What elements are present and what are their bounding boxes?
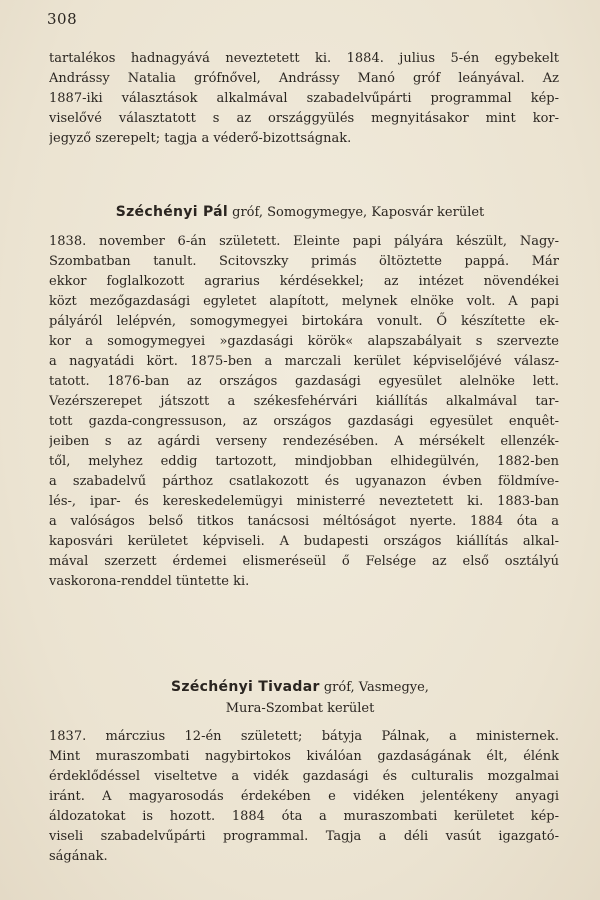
entry-constituency: gróf, Vasmegye, xyxy=(319,680,429,695)
text-line: jeiben s az agárdi verseny rendezésében. A mérsékelt ellenzék- xyxy=(49,434,559,449)
entry-body-szechenyi-pal xyxy=(49,232,559,592)
text-line: iránt. A magyarosodás érdekében e vidéken jelentékeny anyagi xyxy=(49,789,559,804)
text-line: a szabadelvű párthoz csatlakozott és ugyanazon évben földmíve- xyxy=(49,474,559,489)
entry-heading-szechenyi-tivadar xyxy=(0,679,600,695)
entry-heading-szechenyi-pal xyxy=(0,204,600,220)
text-line: ságának. xyxy=(49,849,108,864)
text-line: 1887-iki választások alkalmával szabadelvűpárti programmal kép- xyxy=(49,91,559,106)
text-line: jegyző szerepelt; tagja a véderő-bizottságnak. xyxy=(49,131,352,146)
text-line: viseli szabadelvűpárti programmal. Tagja a déli vasút igazgató- xyxy=(49,829,559,844)
text-line: a valóságos belső titkos tanácsosi méltóságot nyerte. 1884 óta a xyxy=(49,514,559,529)
text-line: közt mezőgazdasági egyletet alapított, melynek elnöke volt. A papi xyxy=(49,294,559,309)
text-line: Vezérszerepet játszott a székesfehérvári kiállítás alkalmával tar- xyxy=(49,394,559,409)
text-line: érdeklődéssel viseltetve a vidék gazdasági és culturalis mozgalmai xyxy=(49,769,559,784)
text-line: ekkor foglalkozott agrarius kérdésekkel; az intézet növendékei xyxy=(49,274,559,289)
text-line: lés-, ipar- és kereskedelemügyi ministerré neveztetett ki. 1883-ban xyxy=(49,494,559,509)
entry-body-szechenyi-tivadar xyxy=(49,727,559,867)
text-line: Andrássy Natalia grófnővel, Andrássy Manó gróf leányával. Az xyxy=(49,71,559,86)
text-line: viselővé választatott s az országgyülés megnyitásakor mint kor- xyxy=(49,111,559,126)
text-line: áldozatokat is hozott. 1884 óta a muraszombati kerületet kép- xyxy=(49,809,559,824)
text-line: tartalékos hadnagyává neveztetett ki. 1884. julius 5-én egybekelt xyxy=(49,51,559,66)
text-line: kor a somogymegyei »gazdasági körök« alapszabályait s szervezte xyxy=(49,334,559,349)
text-line: 1837. márczius 12-én született; bátyja Pálnak, a ministernek. xyxy=(49,729,559,744)
text-line: kaposvári kerületet képviseli. A budapesti országos kiállítás alkal- xyxy=(49,534,559,549)
text-line: tott gazda-congressuson, az országos gazdasági egyesület enquêt- xyxy=(49,414,559,429)
text-line: a nagyatádi kört. 1875-ben a marczali kerület képviselőjévé válasz- xyxy=(49,354,559,369)
text-line: 1838. november 6-án született. Eleinte papi pályára készült, Nagy- xyxy=(49,234,559,249)
text-line: tatott. 1876-ban az országos gazdasági egyesület alelnöke lett. xyxy=(49,374,559,389)
text-line: től, melyhez eddig tartozott, mindjobban elhidegülvén, 1882-ben xyxy=(49,454,559,469)
text-line: pályáról lelépvén, somogymegyei birtokára vonult. Ő készítette ek- xyxy=(49,314,559,329)
text-line: mával szerzett érdemei elismeréseül ő Felsége az első osztályú xyxy=(49,554,559,569)
text-line: vaskorona-renddel tüntette ki. xyxy=(49,574,250,589)
text-line: Mint muraszombati nagybirtokos kiválóan gazdaságának élt, élénk xyxy=(49,749,559,764)
page-number: 308 xyxy=(47,10,78,28)
entry-name: Széchényi Tivadar xyxy=(171,679,320,695)
intro-paragraph xyxy=(49,49,559,149)
entry-constituency: gróf, Somogymegye, Kaposvár kerület xyxy=(228,205,485,220)
entry-name: Széchényi Pál xyxy=(115,204,229,220)
entry-subheading: Mura-Szombat kerület xyxy=(225,701,375,716)
text-line: Szombatban tanult. Scitovszky primás öltöztette pappá. Már xyxy=(49,254,559,269)
